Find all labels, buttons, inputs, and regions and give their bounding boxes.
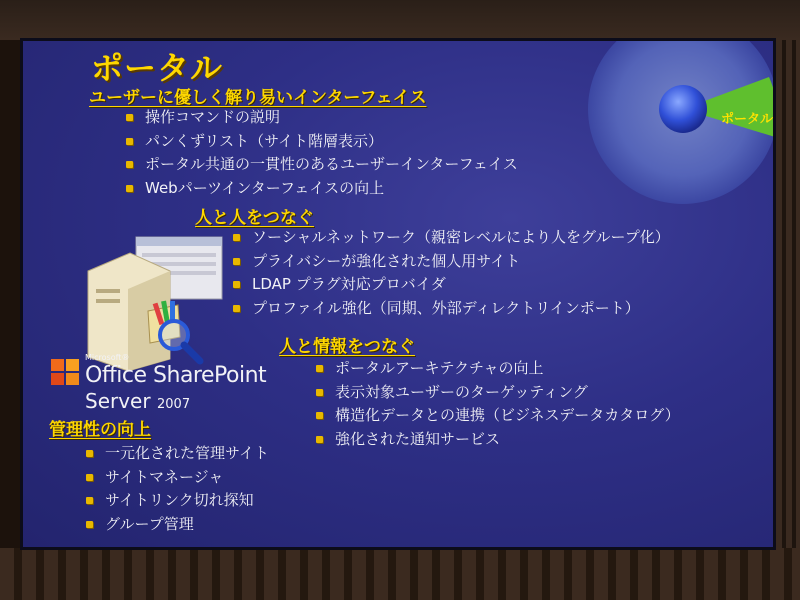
- list-item: ポータル共通の一貫性のあるユーザーインターフェイス: [123, 153, 518, 177]
- radar-label: ポータル: [721, 112, 774, 127]
- office-logo-icon: [49, 357, 81, 387]
- room-ceiling: [0, 0, 800, 40]
- list-item: プロファイル強化（同期、外部ディレクトリインポート）: [230, 297, 670, 321]
- server-illustration: [78, 231, 228, 371]
- screen-titlebar: [136, 237, 222, 246]
- list-item: グループ管理: [83, 513, 269, 537]
- section-heading-management: 管理性の向上: [49, 420, 151, 440]
- list-item: 操作コマンドの説明: [123, 106, 518, 130]
- logo-microsoft-text: Microsoft®: [85, 353, 130, 362]
- list-item: 表示対象ユーザーのターゲッティング: [313, 381, 680, 405]
- radar-center-sphere: [659, 85, 707, 133]
- list-item: サイトリンク切れ探知: [83, 489, 269, 513]
- section-list-people: [230, 226, 670, 320]
- list-item: ソーシャルネットワーク（親密レベルにより人をグループ化）: [230, 226, 670, 250]
- section-list-interface: [123, 106, 518, 200]
- section-list-management: [83, 442, 269, 536]
- slide-title: ポータル: [91, 49, 224, 87]
- list-item: 構造化データとの連携（ビジネスデータカタログ）: [313, 404, 680, 428]
- section-heading-information: 人と情報をつなぐ: [279, 337, 415, 357]
- list-item: プライバシーが強化された個人用サイト: [230, 250, 670, 274]
- portal-radar-graphic: [575, 41, 776, 241]
- screen-line: [142, 253, 216, 257]
- list-item: LDAP プラグ対応プロバイダ: [230, 273, 670, 297]
- projected-slide: [20, 38, 776, 550]
- server-slot: [96, 289, 120, 293]
- logo-version: 2007: [157, 397, 191, 412]
- section-list-information: [313, 357, 680, 451]
- server-slot: [96, 299, 120, 303]
- list-item: パンくずリスト（サイト階層表示）: [123, 130, 518, 154]
- list-item: ポータルアーキテクチャの向上: [313, 357, 680, 381]
- sharepoint-logo: [45, 351, 285, 421]
- list-item: Webパーツインターフェイスの向上: [123, 177, 518, 201]
- room-wall-left: [0, 40, 20, 548]
- section-heading-people: 人と人をつなぐ: [195, 208, 314, 228]
- room-floor: [0, 548, 800, 600]
- logo-product-line2: Server: [85, 389, 151, 413]
- list-item: 強化された通知サービス: [313, 428, 680, 452]
- section-heading-interface: ユーザーに優しく解り易いインターフェイス: [89, 88, 427, 108]
- room-wall-right: [776, 40, 800, 548]
- list-item: サイトマネージャ: [83, 466, 269, 490]
- logo-product-line1: Office SharePoint: [85, 363, 267, 388]
- list-item: 一元化された管理サイト: [83, 442, 269, 466]
